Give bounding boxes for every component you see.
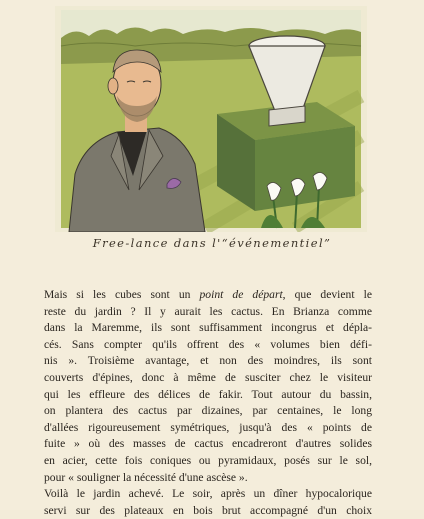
text-line: Voilà le jardin achevé. Le soir, après un dîner hypocalorique xyxy=(44,487,372,501)
text-line: dans la Maremme, ils sont suffisamment incongrus et dépla- xyxy=(44,321,372,335)
text-line: nis ». Troisième avantage, et non des moindres, ils sont xyxy=(44,354,372,368)
text-line: qui les effleure des délices de fakir. Tout autour du bassin, xyxy=(44,387,372,401)
text-line: fuite » où des masses de cactus encadreront d'autres solides xyxy=(44,437,372,451)
text-line: couverts d'épines, donc à même de susciter chez le visiteur xyxy=(44,370,372,384)
text-line: servi sur des plateaux en bois brut accompagné d'un choix xyxy=(44,503,372,517)
text-line: Mais si les cubes sont un point de départ, que devient le xyxy=(44,288,372,301)
body-paragraph xyxy=(44,287,372,519)
text-line: en acier, cette fois coniques ou pyramidaux, posés sur le sol, xyxy=(44,453,372,467)
text-line: d'allées rigoureusement symétriques, jusqu'à des « points de xyxy=(44,420,372,434)
text-line: pour « souligner la nécessité d'une ascèse ». xyxy=(44,470,248,484)
text-line: on plantera des cactus par dizaines, par centaines, le long xyxy=(44,404,372,418)
illustration-caption: Free-lance dans l'“événementiel” xyxy=(92,236,332,250)
illustration-man-in-garden xyxy=(55,6,367,232)
text-line: reste du jardin ? Il y aurait les cactus. En Brianza comme xyxy=(44,304,372,318)
text-line: cés. Sans compter qu'ils offrent des « volumes bien défi- xyxy=(44,337,372,351)
